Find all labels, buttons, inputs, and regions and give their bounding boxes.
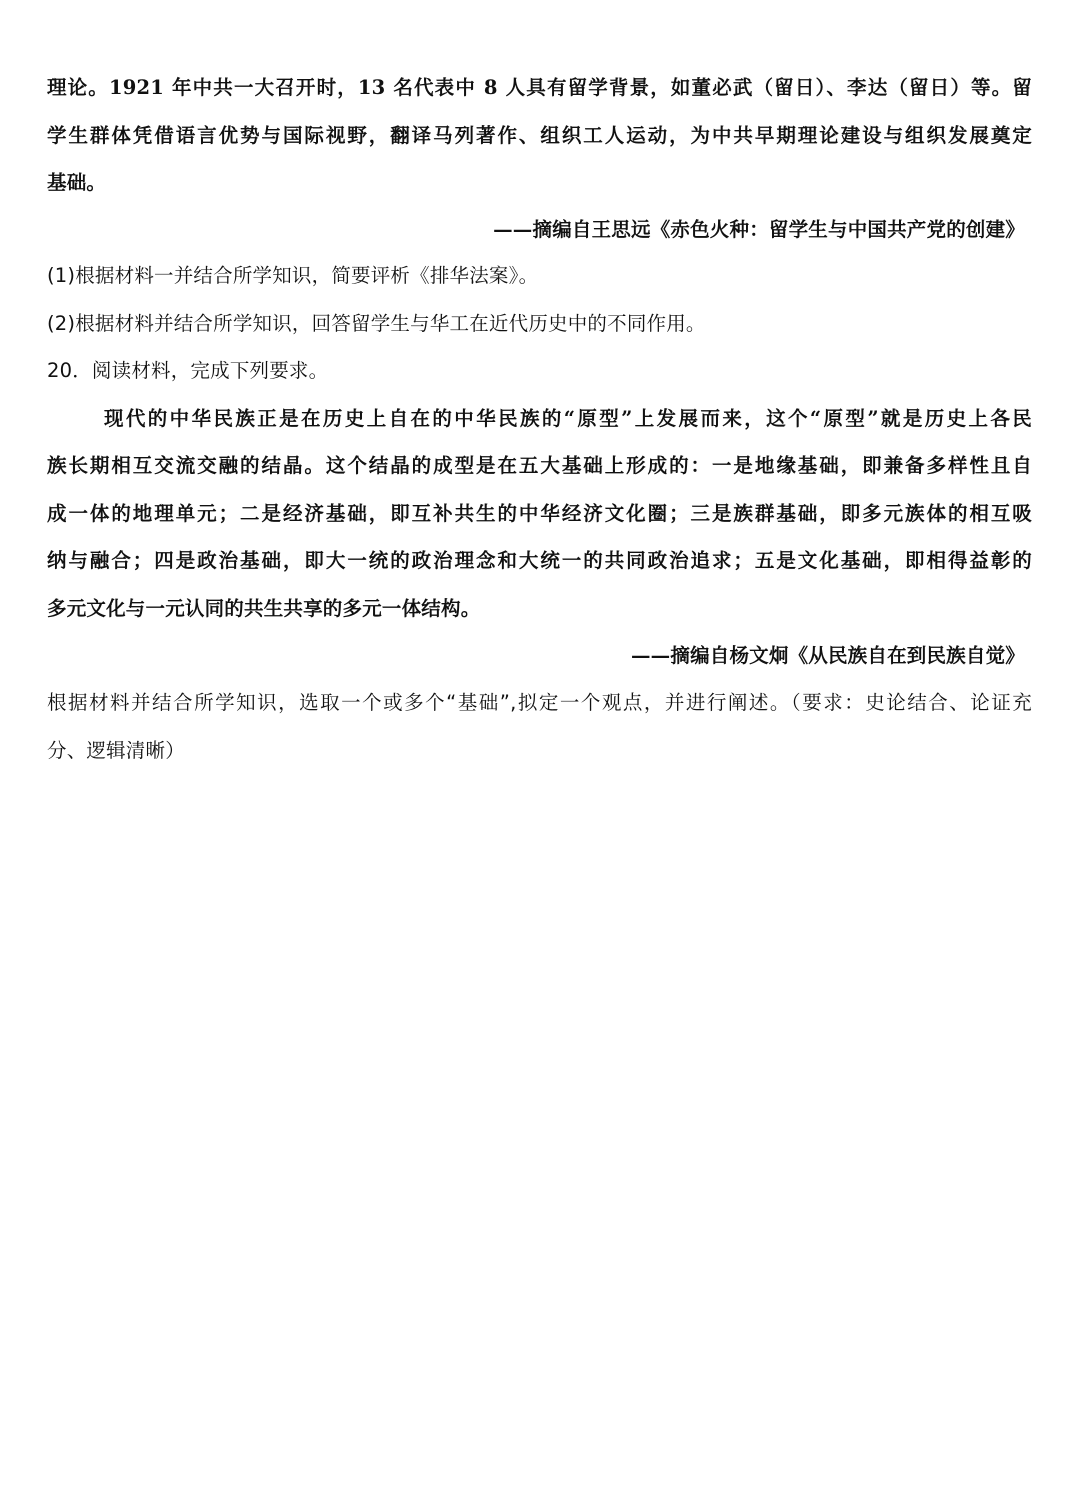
- q20-material-line-3: 成一体的地理单元；二是经济基础，即互补共生的中华经济文化圈；三是族群基础，即多元族体的相互吸: [47, 502, 1032, 525]
- q20-task-line-2: 分、逻辑清晰）: [47, 739, 185, 762]
- question-19-part-1: (1)根据材料一并结合所学知识，简要评析《排华法案》。: [47, 264, 539, 287]
- material-line-2: 学生群体凭借语言优势与国际视野，翻译马列著作、组织工人运动，为中共早期理论建设与组织发展奠定: [47, 124, 1032, 147]
- question-19-part-2: (2)根据材料并结合所学知识，回答留学生与华工在近代历史中的不同作用。: [47, 312, 706, 335]
- material-line-1: 理论。1921 年中共一大召开时，13 名代表中 8 人具有留学背景，如董必武（留日）、李达（留日）等。留: [47, 76, 1032, 99]
- q20-task-line-1: 根据材料并结合所学知识，选取一个或多个“基础”,拟定一个观点，并进行阐述。（要求：史论结合、论证充: [47, 691, 1032, 714]
- question-20-heading: 20．阅读材料，完成下列要求。: [47, 359, 329, 382]
- q20-material-line-1: 现代的中华民族正是在历史上自在的中华民族的“原型”上发展而来，这个“原型”就是历史上各民: [104, 407, 1032, 430]
- material-source: ——摘编自王思远《赤色火种：留学生与中国共产党的创建》: [493, 218, 1025, 241]
- material-line-3: 基础。: [47, 171, 107, 194]
- q20-material-source: ——摘编自杨文炯《从民族自在到民族自觉》: [630, 644, 1025, 667]
- q20-material-line-2: 族长期相互交流交融的结晶。这个结晶的成型是在五大基础上形成的：一是地缘基础，即兼备多样性且自: [47, 454, 1032, 477]
- q20-material-line-4: 纳与融合；四是政治基础，即大一统的政治理念和大统一的共同政治追求；五是文化基础，即相得益彰的: [47, 549, 1032, 572]
- q20-material-line-5: 多元文化与一元认同的共生共享的多元一体结构。: [47, 597, 481, 620]
